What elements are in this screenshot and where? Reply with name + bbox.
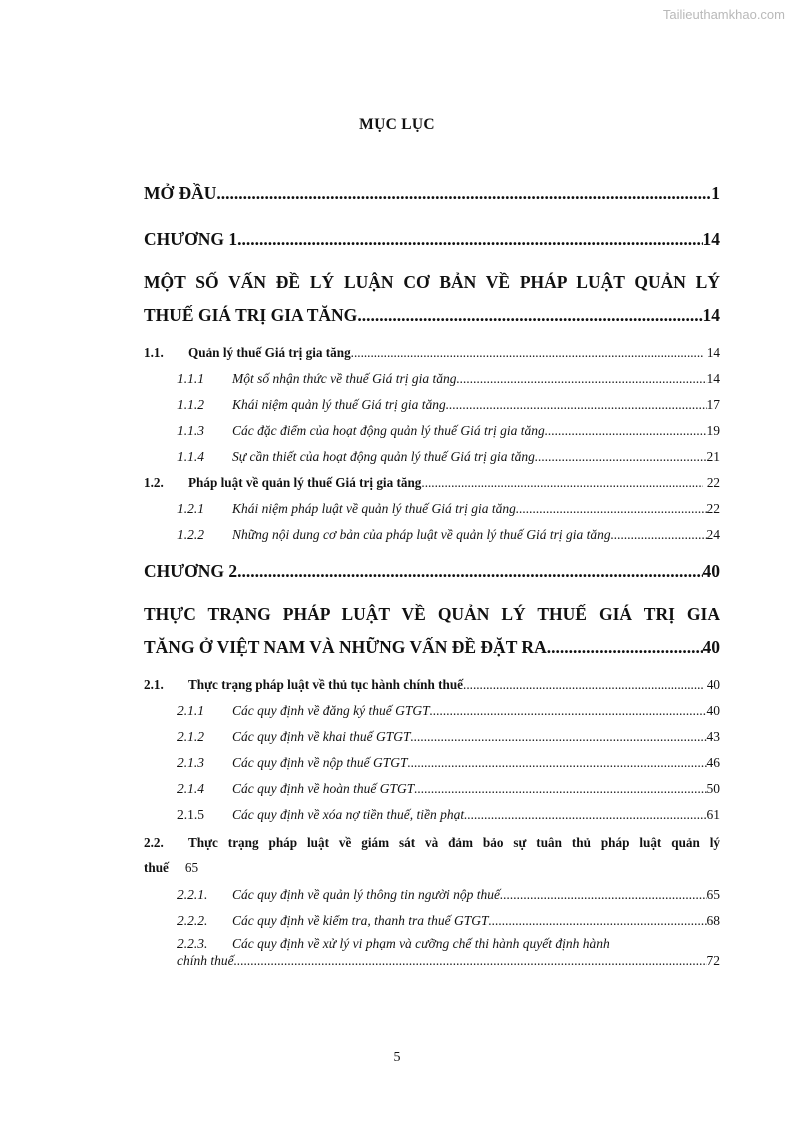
toc-entry-text-line2: chính thuế xyxy=(177,953,234,968)
toc-entry-text: Sự cần thiết của hoạt động quản lý thuế Giá trị gia tăng xyxy=(232,449,535,464)
toc-leader-dots xyxy=(407,750,706,776)
toc-entry-text: Một số nhận thức về thuế Giá trị gia tăng xyxy=(232,371,457,386)
toc-page-number: 43 xyxy=(706,729,720,744)
toc-leader-dots xyxy=(234,952,707,970)
toc-leader-dots xyxy=(414,776,706,802)
toc-leader-dots xyxy=(351,340,703,366)
toc-leader-dots xyxy=(456,366,706,392)
toc-leader-dots xyxy=(430,698,707,724)
toc-leader-dots xyxy=(464,802,706,828)
toc-page-number: 65 xyxy=(184,860,199,875)
toc-entry-1-2-2[interactable] xyxy=(144,522,720,548)
table-of-contents xyxy=(144,170,720,970)
toc-entry-2-2[interactable] xyxy=(144,832,720,882)
toc-entry-mo-dau[interactable] xyxy=(144,170,720,216)
watermark: Tailieuthamkhao.com xyxy=(662,7,785,22)
toc-leader-dots xyxy=(410,724,706,750)
toc-entry-text: Quản lý thuế Giá trị gia tăng xyxy=(188,345,351,360)
toc-section-number: 2.1.2 xyxy=(177,729,204,744)
page-number: 5 xyxy=(393,1050,401,1065)
toc-entry-text: Các quy định về đăng ký thuế GTGT xyxy=(232,703,430,718)
toc-entry-chuong-1[interactable] xyxy=(144,216,720,262)
toc-entry-text-line2: thuế xyxy=(144,860,169,875)
toc-section-number: 1.2.1 xyxy=(177,501,204,516)
toc-section-number: 2.1.3 xyxy=(177,755,204,770)
toc-page-number: 1 xyxy=(711,183,720,203)
toc-section-number: 2.2. xyxy=(144,835,164,850)
toc-leader-dots xyxy=(357,299,702,332)
toc-page-number: 46 xyxy=(706,755,720,770)
toc-page-number: 40 xyxy=(702,561,720,581)
toc-entry-chuong-2[interactable] xyxy=(144,548,720,594)
toc-entry-text-line1: Thực trạng pháp luật về giám sát và đảm bảo sự tuân thủ pháp luật quản lý xyxy=(188,835,720,850)
toc-entry-1-1-1[interactable] xyxy=(144,366,720,392)
toc-entry-2-1[interactable] xyxy=(144,672,720,698)
toc-entry-chuong-2-title[interactable] xyxy=(144,598,720,664)
toc-leader-dots xyxy=(463,672,703,698)
toc-entry-text: Các đặc điểm của hoạt động quản lý thuế Giá trị gia tăng xyxy=(232,423,545,438)
toc-entry-1-2[interactable] xyxy=(144,470,720,496)
toc-entry-chuong-1-title[interactable] xyxy=(144,266,720,332)
toc-leader-dots xyxy=(488,908,706,934)
toc-page-number: 40 xyxy=(706,703,720,718)
toc-page-number: 14 xyxy=(706,371,720,386)
toc-leader-dots xyxy=(545,418,707,444)
toc-page-number: 14 xyxy=(702,229,720,249)
toc-entry-2-1-5[interactable] xyxy=(144,802,720,828)
toc-entry-text: Khái niệm quản lý thuế Giá trị gia tăng xyxy=(232,397,446,412)
toc-page-number: 24 xyxy=(706,527,720,542)
toc-page-number: 65 xyxy=(706,887,720,902)
toc-page-number: 50 xyxy=(706,781,720,796)
toc-section-number: 1.2.2 xyxy=(177,527,204,542)
toc-entry-text: Pháp luật về quản lý thuế Giá trị gia tăng xyxy=(188,475,422,490)
toc-leader-dots xyxy=(611,522,707,548)
toc-entry-text: Thực trạng pháp luật về thủ tục hành chính thuế xyxy=(188,677,464,692)
toc-entry-2-1-1[interactable] xyxy=(144,698,720,724)
toc-entry-text-line1: MỘT SỐ VẤN ĐỀ LÝ LUẬN CƠ BẢN VỀ PHÁP LUẬT QUẢN LÝ xyxy=(144,272,720,292)
toc-section-number: 2.1. xyxy=(144,677,164,692)
toc-entry-text-line2: TĂNG Ở VIỆT NAM VÀ NHỮNG VẤN ĐỀ ĐẶT RA xyxy=(144,637,547,657)
toc-entry-text: CHƯƠNG 2 xyxy=(144,561,238,581)
toc-page-number: 40 xyxy=(706,677,720,692)
toc-entry-text: Các quy định về khai thuế GTGT xyxy=(232,729,411,744)
toc-page-number: 17 xyxy=(706,397,720,412)
toc-page-number: 61 xyxy=(706,807,720,822)
toc-entry-text: Những nội dung cơ bản của pháp luật về quản lý thuế Giá trị gia tăng xyxy=(232,527,611,542)
toc-page-number: 21 xyxy=(706,449,720,464)
toc-leader-dots xyxy=(237,548,702,594)
toc-page-number: 22 xyxy=(706,501,720,516)
toc-entry-text-line1: THỰC TRẠNG PHÁP LUẬT VỀ QUẢN LÝ THUẾ GIÁ TRỊ GIA xyxy=(144,604,720,624)
toc-section-number: 1.1.2 xyxy=(177,397,204,412)
toc-entry-2-1-2[interactable] xyxy=(144,724,720,750)
toc-leader-dots xyxy=(421,470,702,496)
toc-page-number: 68 xyxy=(706,913,720,928)
toc-entry-text-line1: Các quy định về xử lý vi phạm và cưỡng chế thi hành quyết định hành xyxy=(232,936,610,951)
toc-leader-dots xyxy=(535,444,707,470)
toc-entry-text: Các quy định về xóa nợ tiền thuế, tiền phạt xyxy=(232,807,465,822)
toc-leader-dots xyxy=(547,631,703,664)
toc-section-number: 2.1.4 xyxy=(177,781,204,796)
toc-entry-text: Các quy định về nộp thuế GTGT xyxy=(232,755,408,770)
toc-entry-text: Khái niệm pháp luật về quản lý thuế Giá trị gia tăng xyxy=(232,501,516,516)
toc-entry-text: Các quy định về quản lý thông tin người nộp thuế xyxy=(232,887,501,902)
toc-entry-2-2-2[interactable] xyxy=(144,908,720,934)
toc-entry-1-1[interactable] xyxy=(144,340,720,366)
toc-section-number: 2.1.5 xyxy=(177,807,204,822)
toc-leader-dots xyxy=(500,882,706,908)
toc-page-number: 40 xyxy=(702,637,720,657)
toc-entry-text: CHƯƠNG 1 xyxy=(144,229,238,249)
toc-leader-dots xyxy=(516,496,707,522)
toc-section-number: 1.2. xyxy=(144,475,164,490)
toc-section-number: 1.1.4 xyxy=(177,449,204,464)
toc-page-number: 72 xyxy=(706,953,720,968)
toc-section-number: 2.2.2. xyxy=(177,913,208,928)
toc-entry-text: Các quy định về hoàn thuế GTGT xyxy=(232,781,415,796)
toc-page-number: 19 xyxy=(706,423,720,438)
toc-section-number: 2.2.1. xyxy=(177,887,208,902)
toc-section-number: 2.1.1 xyxy=(177,703,204,718)
toc-section-number: 1.1.3 xyxy=(177,423,204,438)
toc-page-number: 22 xyxy=(706,475,720,490)
toc-entry-text: MỞ ĐẦU xyxy=(144,183,217,203)
toc-entry-2-2-1[interactable] xyxy=(144,882,720,908)
toc-page-number: 14 xyxy=(702,305,720,325)
toc-entry-1-2-1[interactable] xyxy=(144,496,720,522)
toc-entry-2-1-3[interactable] xyxy=(144,750,720,776)
toc-entry-1-1-4[interactable] xyxy=(144,444,720,470)
toc-leader-dots xyxy=(446,392,707,418)
toc-entry-2-1-4[interactable] xyxy=(144,776,720,802)
toc-section-number: 1.1.1 xyxy=(177,371,204,386)
toc-section-number: 2.2.3. xyxy=(177,936,208,951)
toc-entry-1-1-3[interactable] xyxy=(144,418,720,444)
toc-leader-dots xyxy=(216,170,711,216)
toc-leader-dots xyxy=(237,216,702,262)
toc-page-number: 14 xyxy=(706,345,720,360)
page-title: MỤC LỤC xyxy=(359,116,435,133)
toc-entry-1-1-2[interactable] xyxy=(144,392,720,418)
toc-section-number: 1.1. xyxy=(144,345,164,360)
toc-entry-2-2-3[interactable] xyxy=(144,936,720,970)
toc-entry-text-line2: THUẾ GIÁ TRỊ GIA TĂNG xyxy=(144,305,358,325)
toc-entry-text: Các quy định về kiểm tra, thanh tra thuế GTGT xyxy=(232,913,489,928)
